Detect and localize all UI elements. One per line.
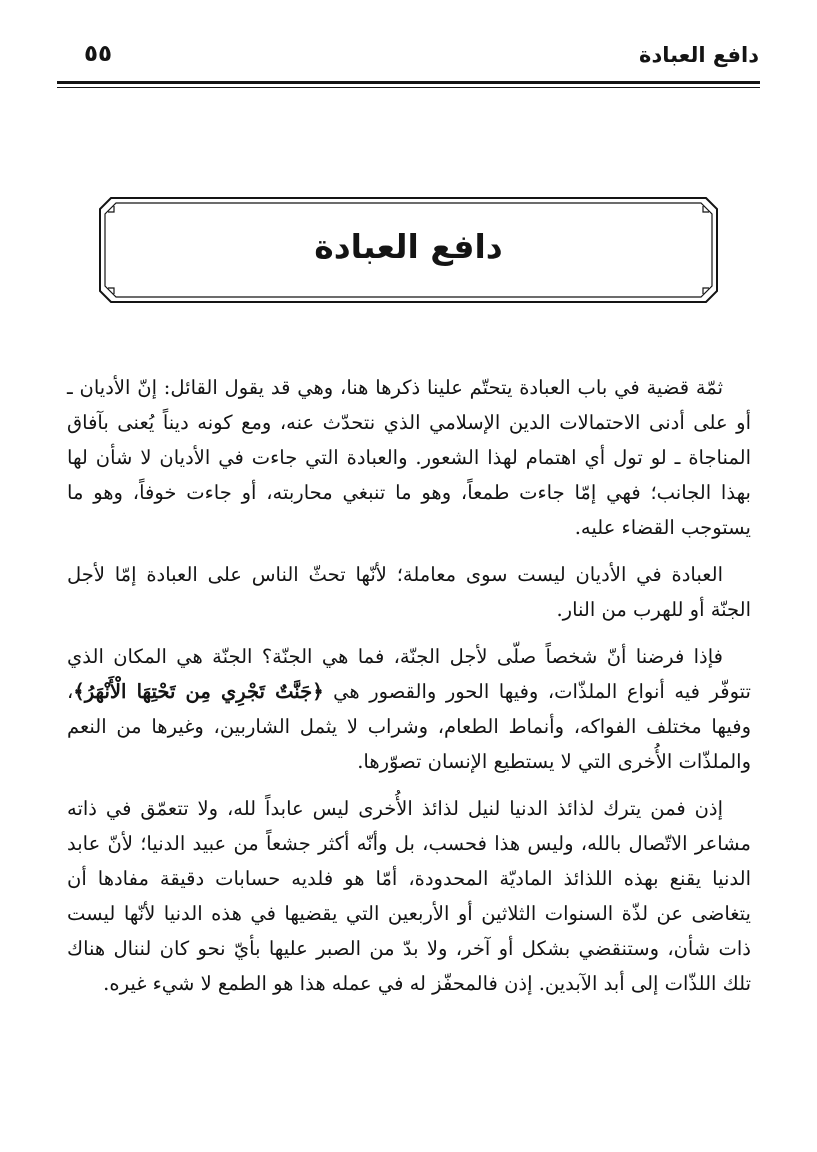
header-rule-thick — [57, 81, 760, 84]
paragraph-3-text-after: ، وفيها مختلف الفواكه، وأنماط الطعام، وشراب لا يثمل الشاربين، وغيرها من النعم والملذّات الأُخرى التي لا يستطيع الإنسان تصوّرها. — [67, 680, 751, 773]
quran-verse: ﴿جَنَّتٌ تَجْرِي مِن تَحْتِهَا الْأَنْهَرُ﴾ — [73, 680, 324, 703]
paragraph-1: ثمّة قضية في باب العبادة يتحتّم علينا ذكرها هنا، وهي قد يقول القائل: إنّ الأديان ـ أو على أدنى الاحتمالات الدين الإسلامي الذي نتحدّث عنه، ومع كونه ديناً يُعنى بآفاق المناجاة ـ لو تول أي اهتمام لهذا الشعور. والعبادة التي جاءت في الأديان لا شأن لها بهذا الجانب؛ فهي إمّا جاءت طمعاً، وهو ما تنبغي محاربته، أو جاءت خوفاً، وهو ما يستوجب القضاء عليه. — [67, 376, 751, 539]
paragraph-2: العبادة في الأديان ليست سوى معاملة؛ لأنّها تحثّ الناس على العبادة إمّا لأجل الجنّة أو للهرب من النار. — [67, 563, 751, 621]
header-rule-thin — [57, 87, 760, 88]
paragraph-4: إذن فمن يترك لذائذ الدنيا لنيل لذائذ الأُخرى ليس عابداً لله، ولا تتعمّق في ذاته مشاعر الاتّصال بالله، وليس هذا فحسب، بل وأنّه أكثر جشعاً من عبيد الدنيا؛ لأنّ عابد الدنيا يقنع بهذه اللذائذ الماديّة المحدودة، أمّا هو فلديه حسابات دقيقة مفادها أن يتغاضى عن لذّة السنوات الثلاثين أو الأربعين التي يقضيها في هذه الدنيا لأنّها ليست ذات شأن، وستنقضي بشكل أو آخر، ولا بدّ من الصبر عليها بأيّ نحو كان لننال هناك تلك اللذّات إلى أبد الآبدين. إذن فالمحفّز له في عمله هذا هو الطمع لا شيء غيره. — [67, 797, 751, 995]
paragraph-3 — [67, 639, 751, 779]
body-text — [67, 370, 751, 1013]
paragraph-3-text-before: فإذا فرضنا أنّ شخصاً صلّى لأجل الجنّة، فما هي الجنّة؟ الجنّة هي المكان الذي تتوفّر فيه أنواع الملذّات، وفيها الحور والقصور هي — [67, 645, 751, 703]
page-number: ٥٥ — [84, 41, 113, 67]
chapter-title: دافع العبادة — [314, 227, 503, 266]
running-title: دافع العبادة — [639, 43, 759, 67]
chapter-title-frame — [99, 197, 718, 303]
